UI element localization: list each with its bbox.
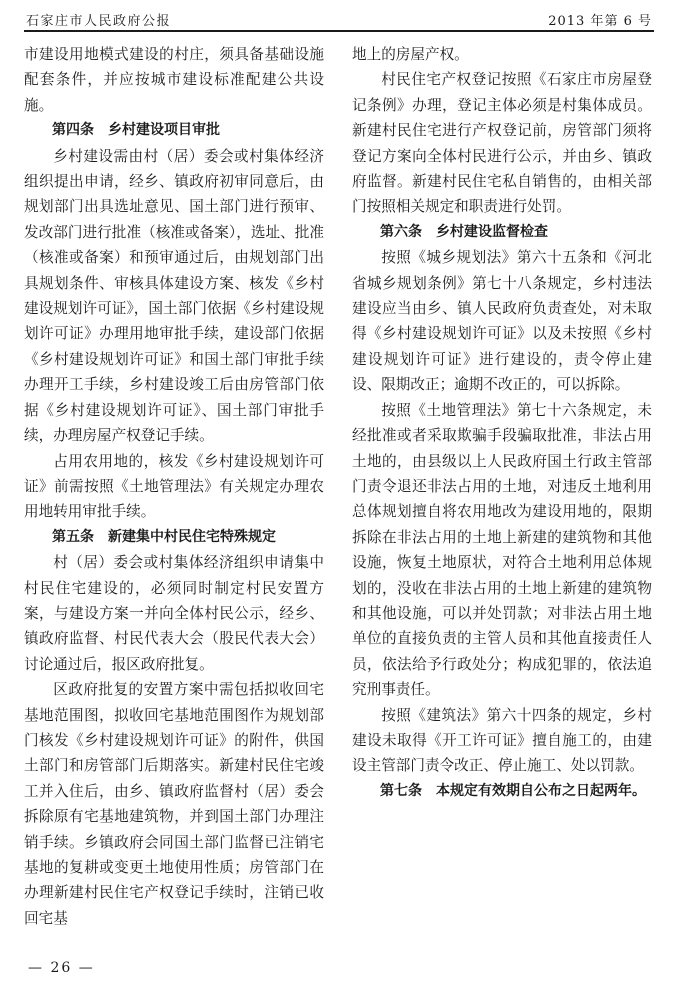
paragraph: 占用农用地的，核发《乡村建设规划许可证》前需按照《土地管理法》有关规定办理农用地转用审批手续。: [24, 452, 324, 521]
right-column: [352, 42, 652, 804]
paragraph: 乡村建设需由村（居）委会或村集体经济组织提出申请，经乡、镇政府初审同意后，由规划部门出具选址意见、国土部门进行预审、发改部门进行批准（核准或备案），选址、批准（核准或备案）和预审通过后，由规划部门出具规划条件、审核具体建设方案、核发《乡村建设规划许可证》，国土部门依据《乡村建设规划许可证》办理用地审批手续，建设部门依据《乡村建设规划许可证》和国土部门审批手续办理开工手续，乡村建设竣工后由房管部门依据《乡村建设规划许可证》、国土部门审批手续，办理房屋产权登记手续。: [24, 147, 324, 445]
paragraph-continuation: 地上的房屋产权。: [352, 46, 469, 63]
paragraph: 区政府批复的安置方案中需包括拟收回宅基地范围图，拟收回宅基地范围图作为规划部门核发《乡村建设规划许可证》的附件，供国土部门和房管部门后期落实。新建村民住宅竣工并入住后，由乡、镇政府监督村（居）委会拆除原有宅基地建筑物，并到国土部门办理注销手续。乡镇政府会同国土部门监督已注销宅基地的复耕或变更土地使用性质；房管部门在办理新建村民住宅产权登记手续时，注销已收回宅基: [24, 681, 324, 927]
page-number: — 26 —: [28, 960, 95, 976]
paragraph: 按照《建筑法》第六十四条的规定，乡村建设未取得《开工许可证》擅自施工的，由建设主管部门责令改正、停止施工、处以罚款。: [352, 706, 652, 775]
paragraph: 村民住宅产权登记按照《石家庄市房屋登记条例》办理，登记主体必须是村集体成员。新建村民住宅进行产权登记前，房管部门须将登记方案向全体村民进行公示，并由乡、镇政府监督。新建村民住宅私自销售的，由相关部门按照相关规定和职责进行处罚。: [352, 71, 652, 216]
article-heading: 第六条 乡村建设监督检查: [380, 223, 548, 240]
issue-number: 2013 年第 6 号: [548, 14, 652, 29]
header-rule: [24, 30, 654, 32]
article-heading: 第四条 乡村建设项目审批: [52, 122, 220, 139]
article-final: 第七条 本规定有效期自公布之日起两年。: [380, 782, 646, 799]
paragraph: 村（居）委会或村集体经济组织申请集中村民住宅建设的，必须同时制定村民安置方案，与建设方案一并向全体村民公示，经乡、镇政府监督、村民代表大会（股民代表大会）讨论通过后，报区政府批复。: [24, 554, 324, 673]
article-heading: 第五条 新建集中村民住宅特殊规定: [52, 528, 276, 545]
paragraph-continuation: 市建设用地模式建设的村庄，须具备基础设施配套条件，并应按城市建设标准配建公共设施。: [24, 46, 324, 114]
paragraph: 按照《土地管理法》第七十六条规定，未经批准或者采取欺骗手段骗取批准，非法占用土地的，由县级以上人民政府国土行政主管部门责令退还非法占用的土地，对违反土地利用总体规划擅自将农用地改为建设用地的，限期拆除在非法占用的土地上新建的建筑物和其他设施，恢复土地原状，对符合土地利用总体规划的，没收在非法占用的土地上新建的建筑物和其他设施，可以并处罚款；对非法占用土地单位的直接负责的主管人员和其他直接责任人员，依法给予行政处分；构成犯罪的，依法追究刑事责任。: [352, 401, 652, 699]
page-header: [24, 4, 654, 30]
publication-title: 石家庄市人民政府公报: [26, 14, 172, 29]
paragraph: 按照《城乡规划法》第六十五条和《河北省城乡规划条例》第七十八条规定，乡村违法建设应当由乡、镇人民政府负责查处，对未取得《乡村建设规划许可证》以及未按照《乡村建设规划许可证》进行建设的，责令停止建设、限期改正；逾期不改正的，可以拆除。: [352, 249, 652, 394]
left-column: [24, 42, 324, 931]
